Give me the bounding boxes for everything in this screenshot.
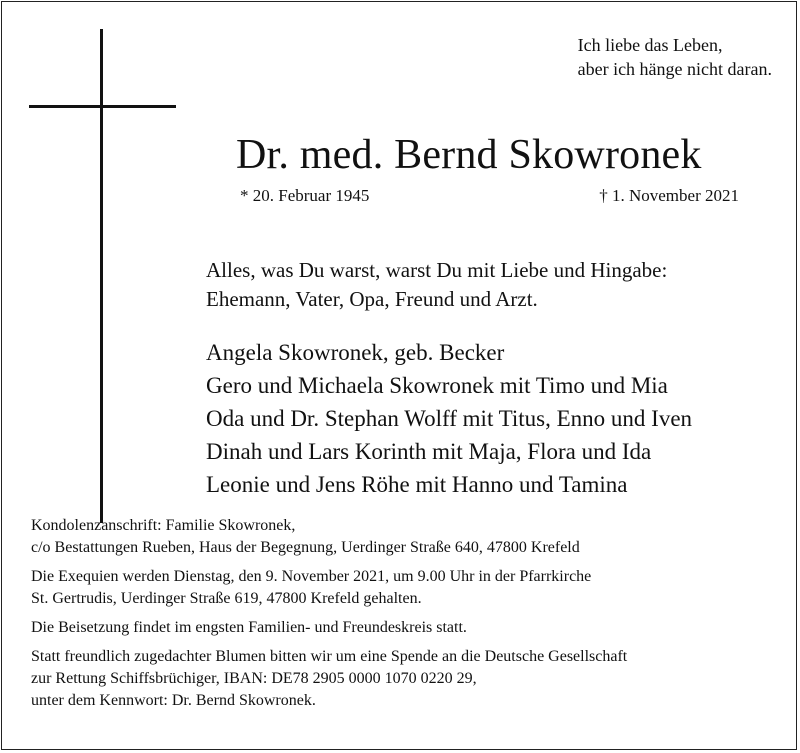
family-member: Gero und Michaela Skowronek mit Timo und Mia [206, 373, 668, 398]
note-line: Kondolenzanschrift: Familie Skowronek, [31, 517, 296, 534]
birth-date: * 20. Februar 1945 [240, 186, 370, 205]
family-member: Oda und Dr. Stephan Wolff mit Titus, Enno und Iven [206, 406, 693, 431]
note-line: c/o Bestattungen Rueben, Haus der Begegnung, Uerdinger Straße 640, 47800 Krefeld [31, 539, 580, 556]
burial-info [31, 617, 627, 639]
cross-vertical-bar [100, 29, 103, 523]
note-line: Die Beisetzung findet im engsten Familien- und Freundeskreis statt. [31, 619, 467, 636]
death-date: † 1. November 2021 [599, 186, 739, 205]
motto-line: aber ich hänge nicht daran. [577, 59, 772, 79]
note-line: St. Gertrudis, Uerdinger Straße 619, 47800 Krefeld gehalten. [31, 590, 422, 607]
family-member: Angela Skowronek, geb. Becker [206, 340, 505, 365]
donation-info [31, 646, 627, 712]
tribute-line: Ehemann, Vater, Opa, Freund und Arzt. [206, 287, 538, 311]
tribute [206, 256, 667, 314]
notes [31, 515, 627, 719]
deceased-name: Dr. med. Bernd Skowronek [236, 132, 702, 178]
exequies-info [31, 566, 627, 610]
family-member: Leonie und Jens Röhe mit Hanno und Tamina [206, 472, 628, 497]
condolence-address [31, 515, 627, 559]
motto [578, 33, 772, 81]
note-line: Die Exequien werden Dienstag, den 9. November 2021, um 9.00 Uhr in der Pfarrkirche [31, 568, 592, 585]
note-line: zur Rettung Schiffsbrüchiger, IBAN: DE78 2905 0000 1070 0220 29, [31, 670, 477, 687]
tribute-line: Alles, was Du warst, warst Du mit Liebe und Hingabe: [206, 258, 668, 282]
cross-horizontal-bar [29, 105, 176, 108]
family-member: Dinah und Lars Korinth mit Maja, Flora und Ida [206, 439, 652, 464]
note-line: Statt freundlich zugedachter Blumen bitten wir um eine Spende an die Deutsche Gesellschaft [31, 648, 628, 665]
family-list [206, 336, 692, 501]
motto-line: Ich liebe das Leben, [577, 35, 723, 55]
note-line: unter dem Kennwort: Dr. Bernd Skowronek. [31, 692, 316, 709]
